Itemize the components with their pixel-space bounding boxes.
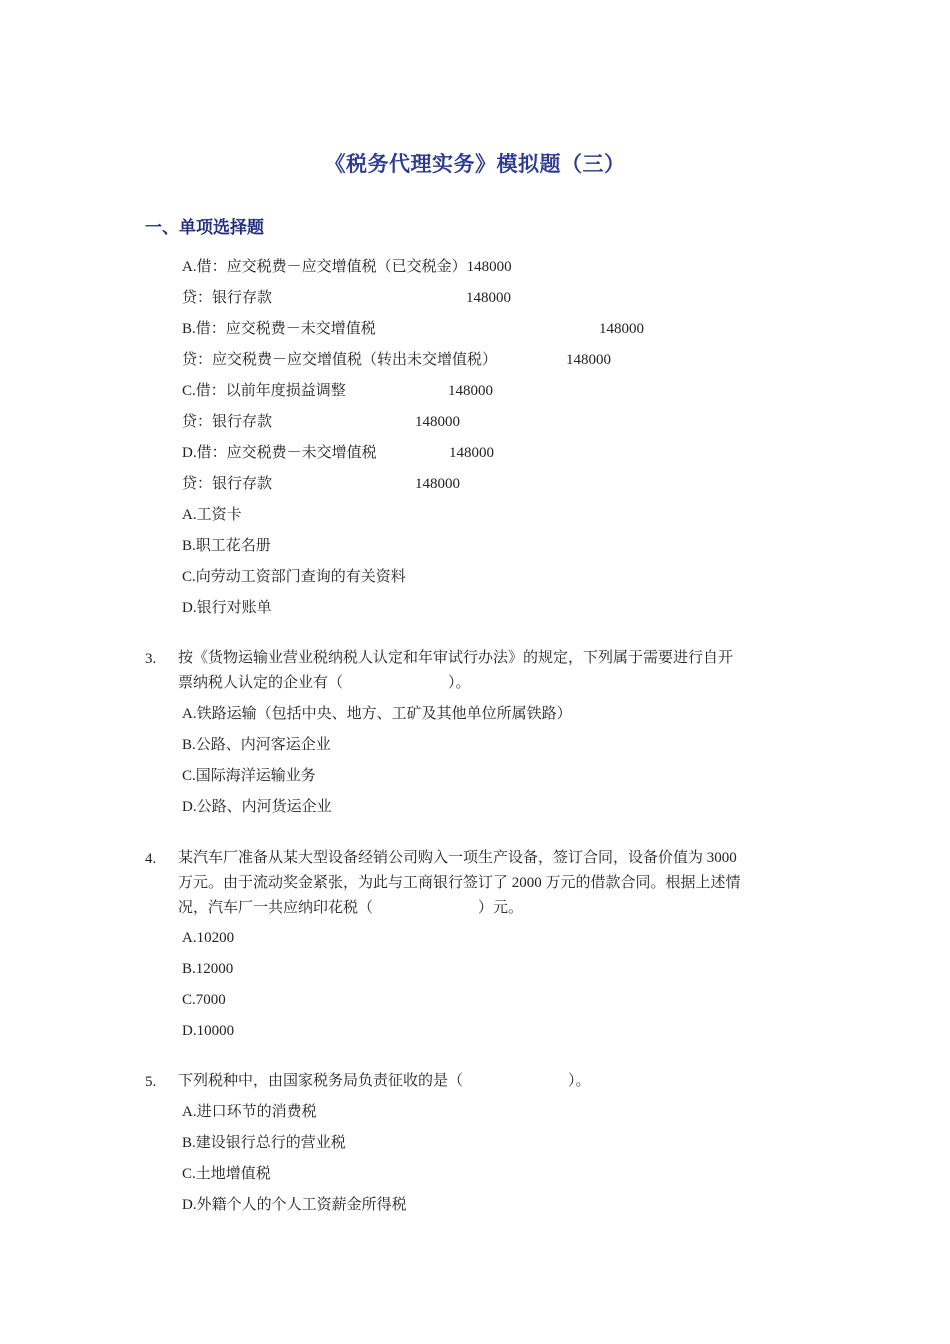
q4-option-a: A.10200 <box>182 930 235 946</box>
q3-option-d: D.公路、内河货运企业 <box>182 799 332 815</box>
q3-number: 3. <box>145 651 157 667</box>
q1-option-c-credit-amount: 148000 <box>415 414 460 430</box>
q3-stem-line-1: 按《货物运输业营业税纳税人认定和年审试行办法》的规定，下列属于需要进行自开 <box>178 650 734 666</box>
q2-option-d: D.银行对账单 <box>182 600 272 616</box>
q4-option-c: C.7000 <box>182 992 226 1008</box>
section-heading: 一、单项选择题 <box>145 218 264 237</box>
q5-option-c: C.土地增值税 <box>182 1166 271 1182</box>
q5-option-d: D.外籍个人的个人工资薪金所得税 <box>182 1197 407 1213</box>
q1-option-b-credit: 贷：应交税费－应交增值税（转出未交增值税） <box>182 352 498 368</box>
q1-option-b-debit-amount: 148000 <box>599 321 644 337</box>
q4-stem-line-1: 某汽车厂准备从某大型设备经销公司购入一项生产设备，签订合同，设备价值为 3000 <box>178 850 737 866</box>
q4-number: 4. <box>145 851 157 867</box>
q2-option-b: B.职工花名册 <box>182 538 271 554</box>
q5-stem <box>178 1069 810 1094</box>
q5-number: 5. <box>145 1074 157 1090</box>
q4-stem-line-2: 万元。由于流动奖金紧张，为此与工商银行签订了 2000 万元的借款合同。根据上述情 <box>178 875 741 891</box>
q1-option-a-credit-amount: 148000 <box>466 290 511 306</box>
q3-option-c: C.国际海洋运输业务 <box>182 768 316 784</box>
q1-option-d-debit-amount: 148000 <box>449 445 494 461</box>
q2-option-c: C.向劳动工资部门查询的有关资料 <box>182 569 406 585</box>
q1-option-a-debit: A.借：应交税费－应交增值税（已交税金）148000 <box>182 259 512 275</box>
q1-option-c-credit: 贷：银行存款 <box>182 414 273 430</box>
q4-stem-line-3: 况，汽车厂一共应纳印花税（ ）元。 <box>178 900 524 916</box>
q1-option-a-credit: 贷：银行存款 <box>182 290 273 306</box>
q3-stem-line-2: 票纳税人认定的企业有（ ）。 <box>178 675 471 691</box>
q5-option-a: A.进口环节的消费税 <box>182 1104 317 1120</box>
q1-option-d-debit: D.借：应交税费－未交增值税 <box>182 445 377 461</box>
q5-option-b: B.建设银行总行的营业税 <box>182 1135 346 1151</box>
q1-option-c-debit: C.借：以前年度损益调整 <box>182 383 346 399</box>
q1-option-c-debit-amount: 148000 <box>448 383 493 399</box>
q5-stem-line-1: 下列税种中，由国家税务局负责征收的是（ ）。 <box>178 1073 591 1089</box>
q3-option-b: B.公路、内河客运企业 <box>182 737 331 753</box>
q4-option-b: B.12000 <box>182 961 234 977</box>
q2-option-a: A.工资卡 <box>182 507 242 523</box>
q1-option-d-credit-amount: 148000 <box>415 476 460 492</box>
q1-option-b-credit-amount: 148000 <box>566 352 611 368</box>
q3-stem <box>178 646 810 696</box>
q4-option-d: D.10000 <box>182 1023 235 1039</box>
q1-option-d-credit: 贷：银行存款 <box>182 476 273 492</box>
document-title: 《税务代理实务》模拟题（三） <box>324 152 626 176</box>
q1-option-b-debit: B.借：应交税费－未交增值税 <box>182 321 376 337</box>
q4-stem <box>178 846 810 921</box>
q3-option-a: A.铁路运输（包括中央、地方、工矿及其他单位所属铁路） <box>182 706 572 722</box>
